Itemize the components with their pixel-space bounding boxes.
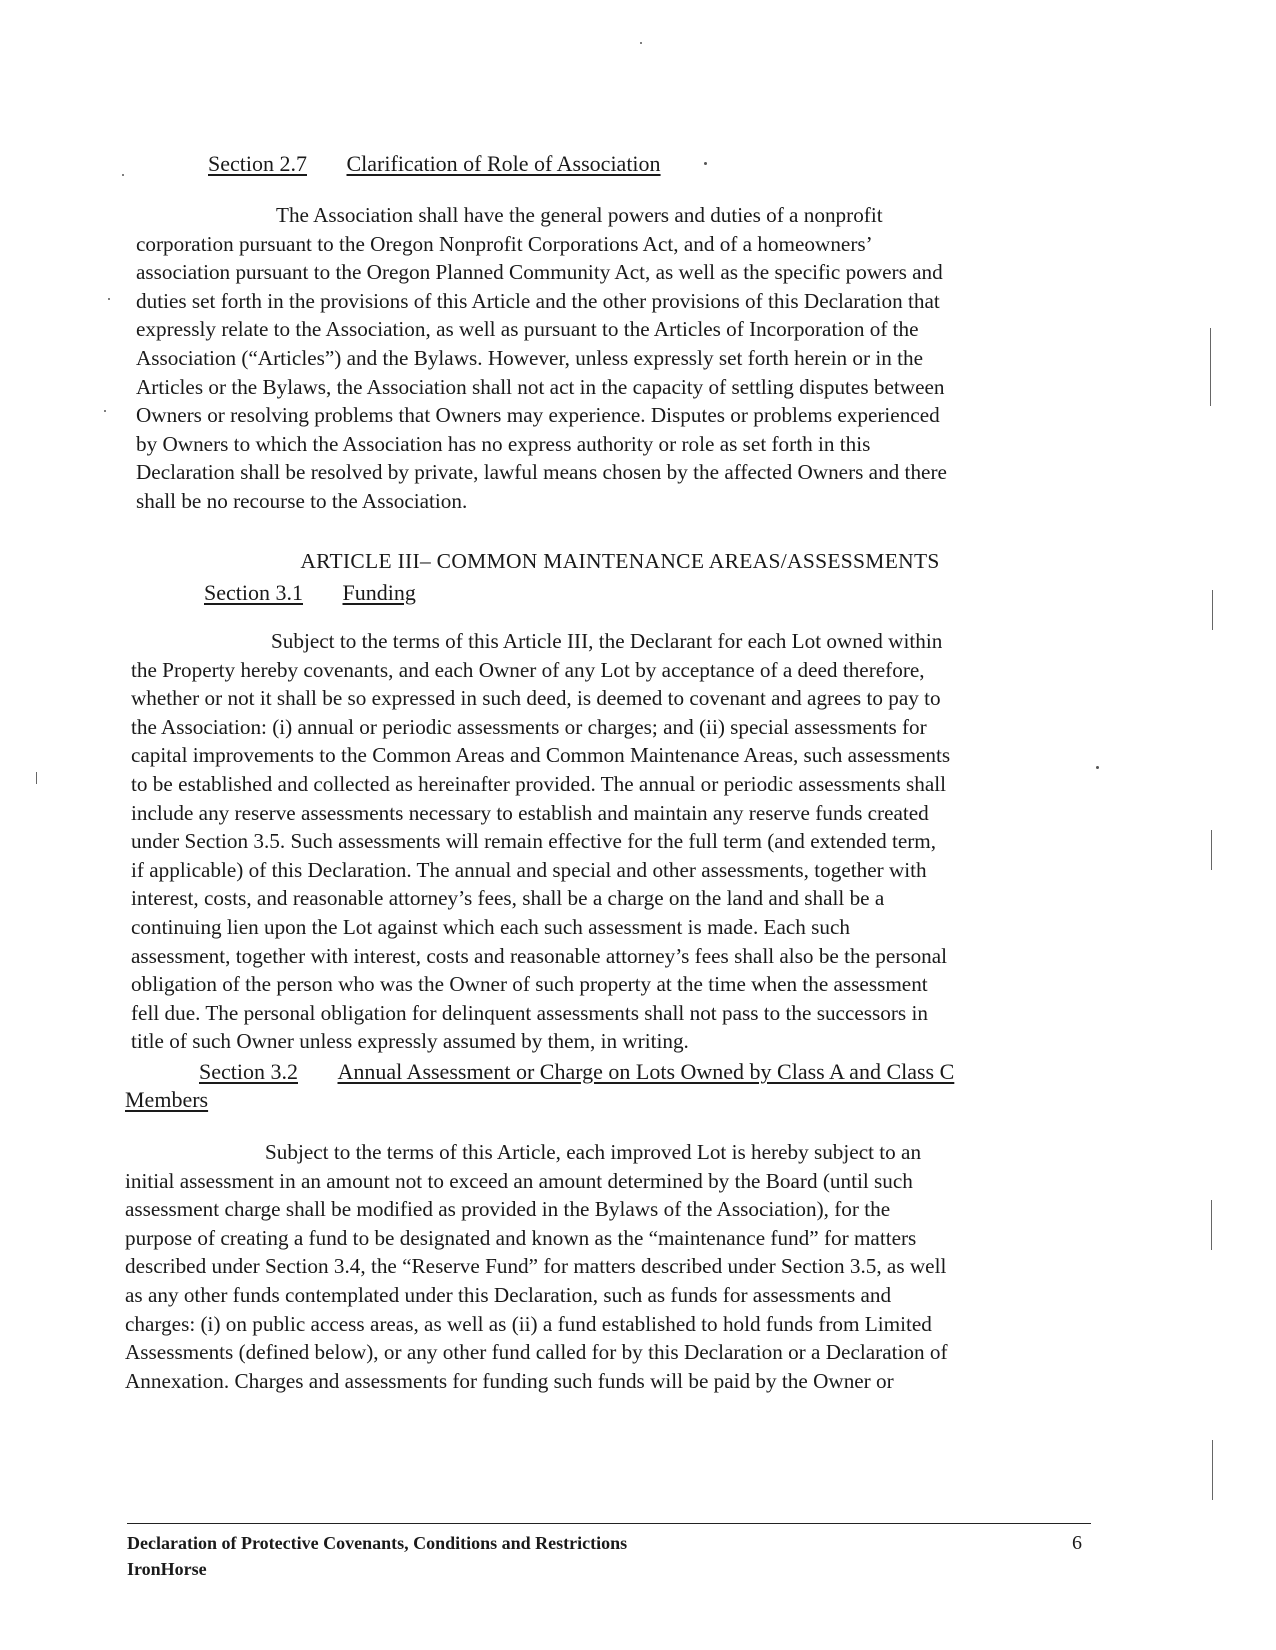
scan-margin-mark <box>36 772 37 784</box>
paragraph-line: charges: (i) on public access areas, as well as (ii) a fund established to hold funds from Limited <box>125 1311 932 1336</box>
paragraph-line: Subject to the terms of this Article III, the Declarant for each Lot owned within <box>271 629 943 653</box>
section-title: Funding <box>342 580 416 605</box>
section-2-7-heading <box>208 150 661 178</box>
scan-margin-mark <box>1210 328 1211 406</box>
page-number: 6 <box>1072 1532 1082 1554</box>
scan-margin-mark <box>1212 590 1213 630</box>
paragraph-line: expressly relate to the Association, as well as pursuant to the Articles of Incorporation of the <box>136 317 919 342</box>
section-2-7-body <box>136 201 947 516</box>
paragraph-line: Association (“Articles”) and the Bylaws. However, unless expressly set forth herein or in the <box>136 345 923 370</box>
paragraph-line: The Association shall have the general powers and duties of a nonprofit <box>276 203 883 227</box>
paragraph-line: by Owners to which the Association has no express authority or role as set forth in this <box>136 431 871 456</box>
paragraph-line: Subject to the terms of this Article, each improved Lot is hereby subject to an <box>265 1140 922 1164</box>
section-3-1-heading <box>204 579 416 607</box>
section-title: Annual Assessment or Charge on Lots Owned by Class A and Class C <box>337 1059 955 1084</box>
paragraph-line: capital improvements to the Common Areas and Common Maintenance Areas, such assessments <box>131 743 951 768</box>
paragraph-line: if applicable) of this Declaration. The annual and special and other assessments, together with <box>131 857 927 882</box>
section-3-1-body <box>131 627 950 1056</box>
paragraph-line: shall be no recourse to the Association. <box>136 488 468 513</box>
footer-project-name: IronHorse <box>127 1559 207 1579</box>
paragraph-line: the Property hereby covenants, and each Owner of any Lot by acceptance of a deed therefore, <box>131 657 925 682</box>
paragraph-line: Assessments (defined below), or any other fund called for by this Declaration or a Declaration of <box>125 1340 948 1365</box>
section-3-2-body <box>125 1138 948 1395</box>
paragraph-line: to be established and collected as hereinafter provided. The annual or periodic assessments shall <box>131 771 947 796</box>
paragraph-line: Articles or the Bylaws, the Association shall not act in the capacity of settling disputes between <box>136 374 945 399</box>
paragraph-line: under Section 3.5. Such assessments will remain effective for the full term (and extended term, <box>131 829 937 854</box>
paragraph-line: the Association: (i) annual or periodic assessments or charges; and (ii) special assessments for <box>131 714 927 739</box>
scan-speck <box>704 162 707 165</box>
paragraph-line: Declaration shall be resolved by private, lawful means chosen by the affected Owners and there <box>136 460 947 485</box>
paragraph-line: include any reserve assessments necessary to establish and maintain any reserve funds created <box>131 800 929 825</box>
paragraph-line: whether or not it shall be so expressed in such deed, is deemed to covenant and agrees to pay to <box>131 686 941 711</box>
section-3-2-heading-cont <box>125 1086 208 1114</box>
paragraph-line: continuing lien upon the Lot against which each such assessment is made. Each such <box>131 914 851 939</box>
section-title-cont: Members <box>125 1087 209 1112</box>
section-title: Clarification of Role of Association <box>346 151 661 176</box>
scan-margin-mark <box>1212 1440 1213 1500</box>
footer-rule <box>127 1523 1091 1524</box>
paragraph-line: corporation pursuant to the Oregon Nonprofit Corporations Act, and of a homeowners’ <box>136 231 873 256</box>
section-number: Section 3.2 <box>199 1059 298 1084</box>
paragraph-line: Owners or resolving problems that Owners may experience. Disputes or problems experienced <box>136 403 940 428</box>
paragraph-line: obligation of the person who was the Owner of such property at the time when the assessment <box>131 972 928 997</box>
section-number: Section 2.7 <box>208 151 307 176</box>
article-heading <box>0 549 1276 574</box>
paragraph-line: Annexation. Charges and assessments for funding such funds will be paid by the Owner or <box>125 1368 894 1393</box>
section-3-2-heading <box>199 1058 954 1086</box>
scan-speck <box>108 298 110 300</box>
section-number: Section 3.1 <box>204 580 303 605</box>
article-heading-text: ARTICLE III– COMMON MAINTENANCE AREAS/ASSESSMENTS <box>300 549 940 573</box>
paragraph-line: initial assessment in an amount not to exceed an amount determined by the Board (until such <box>125 1168 913 1193</box>
scan-speck <box>122 174 124 176</box>
scan-speck <box>1096 766 1099 769</box>
paragraph-line: title of such Owner unless expressly assumed by them, in writing. <box>131 1029 689 1054</box>
paragraph-line: interest, costs, and reasonable attorney’s fees, shall be a charge on the land and shall be a <box>131 886 885 911</box>
paragraph-line: duties set forth in the provisions of this Article and the other provisions of this Declaration that <box>136 288 940 313</box>
scan-speck <box>104 410 106 412</box>
paragraph-line: purpose of creating a fund to be designated and known as the “maintenance fund” for matters <box>125 1225 917 1250</box>
scan-margin-mark <box>1211 830 1212 870</box>
footer-title <box>127 1530 627 1582</box>
paragraph-line: assessment, together with interest, costs and reasonable attorney’s fees shall also be the personal <box>131 943 948 968</box>
paragraph-line: assessment charge shall be modified as provided in the Bylaws of the Association), for the <box>125 1197 891 1222</box>
scan-speck <box>640 42 642 44</box>
footer-document-title: Declaration of Protective Covenants, Conditions and Restrictions <box>127 1533 628 1553</box>
paragraph-line: association pursuant to the Oregon Planned Community Act, as well as the specific powers and <box>136 260 943 285</box>
scan-margin-mark <box>1211 1200 1212 1250</box>
paragraph-line: described under Section 3.4, the “Reserve Fund” for matters described under Section 3.5, as well <box>125 1254 947 1279</box>
paragraph-line: as any other funds contemplated under this Declaration, such as funds for assessments and <box>125 1282 892 1307</box>
paragraph-line: fell due. The personal obligation for delinquent assessments shall not pass to the successors in <box>131 1000 928 1025</box>
